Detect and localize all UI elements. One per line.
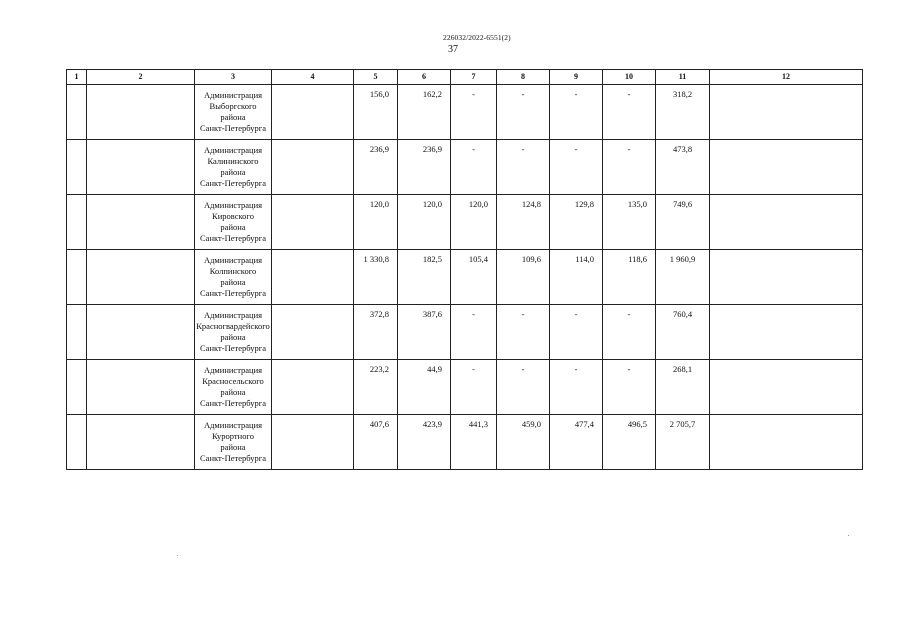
- cell-col12: [710, 250, 863, 305]
- administration-line: района: [220, 112, 246, 122]
- cell-c5: 223,2: [354, 360, 398, 415]
- administration-line: Санкт-Петербурга: [200, 233, 266, 243]
- cell-col12: [710, 305, 863, 360]
- cell-administration: [195, 415, 272, 470]
- cell-c8: -: [497, 85, 550, 140]
- table-header-row: [67, 70, 863, 85]
- cell-c10: -: [603, 305, 656, 360]
- cell-col4: [272, 415, 354, 470]
- cell-administration: [195, 360, 272, 415]
- page-number: 37: [448, 44, 458, 55]
- cell-col12: [710, 85, 863, 140]
- cell-c9: 129,8: [550, 195, 603, 250]
- administration-line: Санкт-Петербурга: [200, 123, 266, 133]
- cell-col12: [710, 195, 863, 250]
- cell-c6: 236,9: [398, 140, 451, 195]
- cell-total: 268,1: [656, 360, 710, 415]
- cell-c6: 423,9: [398, 415, 451, 470]
- cell-c8: -: [497, 140, 550, 195]
- scan-speck: [177, 555, 178, 556]
- cell-total: 473,8: [656, 140, 710, 195]
- administration-line: района: [220, 277, 246, 287]
- cell-col2: [87, 305, 195, 360]
- cell-c5: 120,0: [354, 195, 398, 250]
- cell-c10: 118,6: [603, 250, 656, 305]
- cell-total: 749,6: [656, 195, 710, 250]
- document-id: 226032/2022-6551(2): [443, 33, 511, 42]
- cell-col1: [67, 360, 87, 415]
- cell-c7: 441,3: [451, 415, 497, 470]
- cell-c10: -: [603, 360, 656, 415]
- table-row: [67, 250, 863, 305]
- column-header: 9: [550, 70, 603, 85]
- column-header: 11: [656, 70, 710, 85]
- cell-c8: 109,6: [497, 250, 550, 305]
- cell-col4: [272, 250, 354, 305]
- cell-c9: 477,4: [550, 415, 603, 470]
- cell-total: 2 705,7: [656, 415, 710, 470]
- cell-col4: [272, 360, 354, 415]
- cell-administration: [195, 85, 272, 140]
- cell-c7: -: [451, 360, 497, 415]
- administration-line: района: [220, 387, 246, 397]
- cell-c6: 387,6: [398, 305, 451, 360]
- cell-c5: 236,9: [354, 140, 398, 195]
- cell-col4: [272, 85, 354, 140]
- administration-line: района: [220, 442, 246, 452]
- cell-col12: [710, 140, 863, 195]
- administration-line: Курортного: [212, 431, 254, 441]
- cell-col1: [67, 195, 87, 250]
- cell-c10: 496,5: [603, 415, 656, 470]
- administration-line: Колпинского: [209, 266, 257, 276]
- cell-col2: [87, 85, 195, 140]
- scan-speck: [848, 535, 849, 536]
- cell-col12: [710, 415, 863, 470]
- administration-line: Калининского: [207, 156, 259, 166]
- administration-line: Администрация: [203, 420, 263, 430]
- column-header: 8: [497, 70, 550, 85]
- cell-administration: [195, 195, 272, 250]
- cell-c8: 459,0: [497, 415, 550, 470]
- cell-c10: -: [603, 140, 656, 195]
- cell-col1: [67, 250, 87, 305]
- administration-line: Выборгского: [209, 101, 257, 111]
- administration-line: Администрация: [203, 255, 263, 265]
- cell-total: 1 960,9: [656, 250, 710, 305]
- administration-line: Санкт-Петербурга: [200, 288, 266, 298]
- cell-c8: -: [497, 360, 550, 415]
- administration-line: района: [220, 332, 246, 342]
- column-header: 7: [451, 70, 497, 85]
- administration-line: Кировского: [212, 211, 254, 221]
- cell-c6: 120,0: [398, 195, 451, 250]
- cell-c6: 44,9: [398, 360, 451, 415]
- cell-col2: [87, 360, 195, 415]
- cell-administration: [195, 305, 272, 360]
- cell-c5: 156,0: [354, 85, 398, 140]
- cell-c7: 120,0: [451, 195, 497, 250]
- administration-line: Администрация: [203, 145, 263, 155]
- cell-total: 318,2: [656, 85, 710, 140]
- cell-c7: -: [451, 305, 497, 360]
- column-header: 6: [398, 70, 451, 85]
- cell-col2: [87, 140, 195, 195]
- cell-col1: [67, 85, 87, 140]
- table-row: [67, 195, 863, 250]
- cell-administration: [195, 140, 272, 195]
- column-header: 12: [710, 70, 863, 85]
- table-row: [67, 305, 863, 360]
- cell-c7: -: [451, 140, 497, 195]
- administration-line: Санкт-Петербурга: [200, 178, 266, 188]
- administration-line: Администрация: [203, 310, 263, 320]
- cell-col2: [87, 250, 195, 305]
- cell-c10: 135,0: [603, 195, 656, 250]
- cell-col1: [67, 140, 87, 195]
- cell-col12: [710, 360, 863, 415]
- table-row: [67, 85, 863, 140]
- cell-col4: [272, 140, 354, 195]
- cell-col4: [272, 195, 354, 250]
- administration-line: Красногвардейского: [196, 321, 270, 331]
- table-row: [67, 140, 863, 195]
- column-header: 1: [67, 70, 87, 85]
- administration-line: Санкт-Петербурга: [200, 453, 266, 463]
- administration-line: Администрация: [203, 90, 263, 100]
- cell-total: 760,4: [656, 305, 710, 360]
- cell-administration: [195, 250, 272, 305]
- column-header: 3: [195, 70, 272, 85]
- cell-col2: [87, 195, 195, 250]
- cell-col1: [67, 415, 87, 470]
- cell-c8: 124,8: [497, 195, 550, 250]
- cell-c5: 372,8: [354, 305, 398, 360]
- cell-c9: -: [550, 85, 603, 140]
- cell-c9: 114,0: [550, 250, 603, 305]
- cell-c6: 162,2: [398, 85, 451, 140]
- cell-col4: [272, 305, 354, 360]
- cell-c8: -: [497, 305, 550, 360]
- cell-c9: -: [550, 305, 603, 360]
- administration-line: Санкт-Петербурга: [200, 398, 266, 408]
- cell-c5: 1 330,8: [354, 250, 398, 305]
- column-header: 2: [87, 70, 195, 85]
- cell-col2: [87, 415, 195, 470]
- data-table: [66, 69, 863, 470]
- column-header: 5: [354, 70, 398, 85]
- administration-line: Администрация: [203, 200, 263, 210]
- cell-c7: -: [451, 85, 497, 140]
- column-header: 4: [272, 70, 354, 85]
- administration-line: Санкт-Петербурга: [200, 343, 266, 353]
- cell-c10: -: [603, 85, 656, 140]
- cell-c9: -: [550, 360, 603, 415]
- administration-line: Администрация: [203, 365, 263, 375]
- administration-line: района: [220, 167, 246, 177]
- administration-line: района: [220, 222, 246, 232]
- cell-col1: [67, 305, 87, 360]
- cell-c5: 407,6: [354, 415, 398, 470]
- cell-c6: 182,5: [398, 250, 451, 305]
- table-row: [67, 360, 863, 415]
- administration-line: Красносельского: [202, 376, 264, 386]
- table-row: [67, 415, 863, 470]
- cell-c9: -: [550, 140, 603, 195]
- column-header: 10: [603, 70, 656, 85]
- cell-c7: 105,4: [451, 250, 497, 305]
